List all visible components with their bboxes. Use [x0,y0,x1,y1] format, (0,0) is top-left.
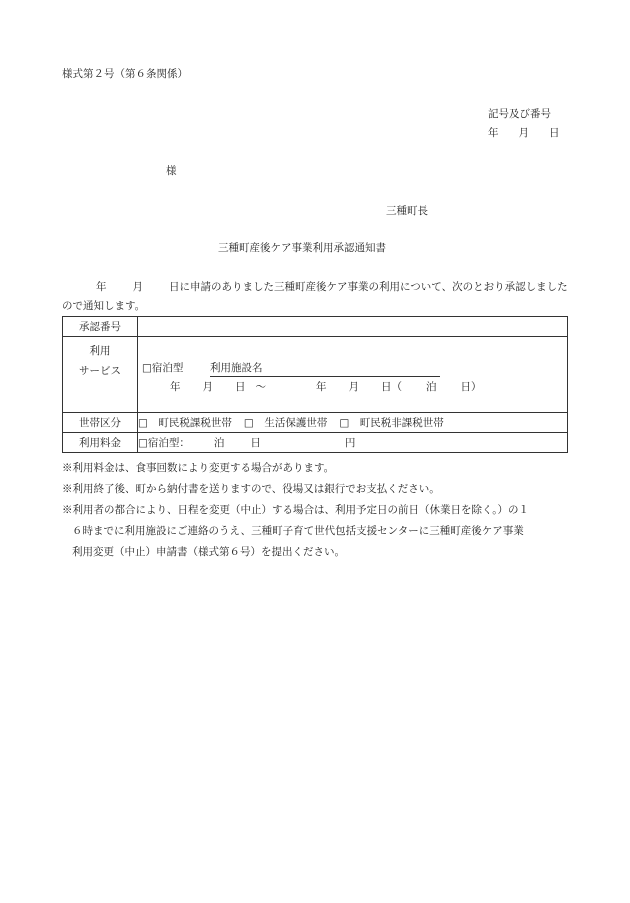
service-label-cell [63,337,138,413]
body-text: 日に申請のありました三種町産後ケア事業の利用について、次のとおり承認しましたので通知します。 [62,281,568,312]
fee-label: 利用料金 [63,433,138,453]
service-period [170,379,482,394]
service-label-line2: サービス [79,365,121,377]
period-days: 日） [460,381,482,393]
date-month: 月 [518,127,529,139]
fee-type-checkbox[interactable]: □宿泊型： [138,437,190,449]
service-label-line1: 利用 [89,345,111,357]
note-payment: ※利用終了後、町から納付書を送りますので、役場又は銀行でお支払ください。 [62,483,440,495]
household-option-nontaxable[interactable]: □ 町民税非課税世帯 [339,417,444,429]
approval-table [62,316,568,453]
approval-number-value[interactable] [138,317,568,337]
body-year: 年 [96,281,107,293]
note-schedule-change: ※利用者の都合により、日程を変更（中止）する場合は、利用予定日の前日（休業日を除く。）の１ [62,504,530,516]
issuer: 三種町長 [386,205,428,217]
household-options [138,413,568,433]
body-month: 月 [132,281,143,293]
notes [62,458,574,563]
note-schedule-change-cont-1: ６時までに利用施設にご連絡のうえ、三種町子育て世代包括支援センターに三種町産後ケア事業 [72,525,524,537]
note-fee-change: ※利用料金は、食事回数により変更する場合があります。 [62,462,335,474]
document-title: 三種町産後ケア事業利用承認通知書 [218,242,386,254]
fee-yen: 円 [344,437,356,449]
form-number: 様式第２号（第６条関係） [62,68,188,80]
period-year-1: 年 [170,381,181,393]
service-value-cell [138,337,568,413]
table-row [63,337,568,413]
period-month-2: 月 [348,381,359,393]
table-row [63,317,568,337]
table-row [63,433,568,453]
addressee-suffix: 様 [166,165,177,177]
household-label: 世帯区分 [63,413,138,433]
period-month-1: 月 [202,381,213,393]
period-tilde: ～ [255,381,266,393]
fee-days: 日 [250,437,261,449]
fee-nights: 泊 [213,437,225,449]
facility-name-field[interactable]: 利用施設名 [210,360,440,377]
period-day-2: 日（ [381,381,402,393]
period-nights: 泊 [426,381,437,393]
approval-number-label: 承認番号 [63,317,138,337]
date-day: 日 [549,127,560,139]
period-year-2: 年 [316,381,327,393]
issue-date [488,125,560,140]
date-year: 年 [488,127,499,139]
service-type-checkbox[interactable]: □宿泊型 [142,362,184,374]
reference-number-label: 記号及び番号 [488,108,551,120]
household-option-taxable[interactable]: □ 町民税課税世帯 [138,417,232,429]
body-paragraph [62,278,570,316]
period-day-1: 日 [235,381,246,393]
fee-value [138,433,568,453]
table-row [63,413,568,433]
household-option-welfare[interactable]: □ 生活保護世帯 [243,417,328,429]
note-schedule-change-cont-2: 利用変更（中止）申請書（様式第６号）を提出ください。 [72,546,345,558]
